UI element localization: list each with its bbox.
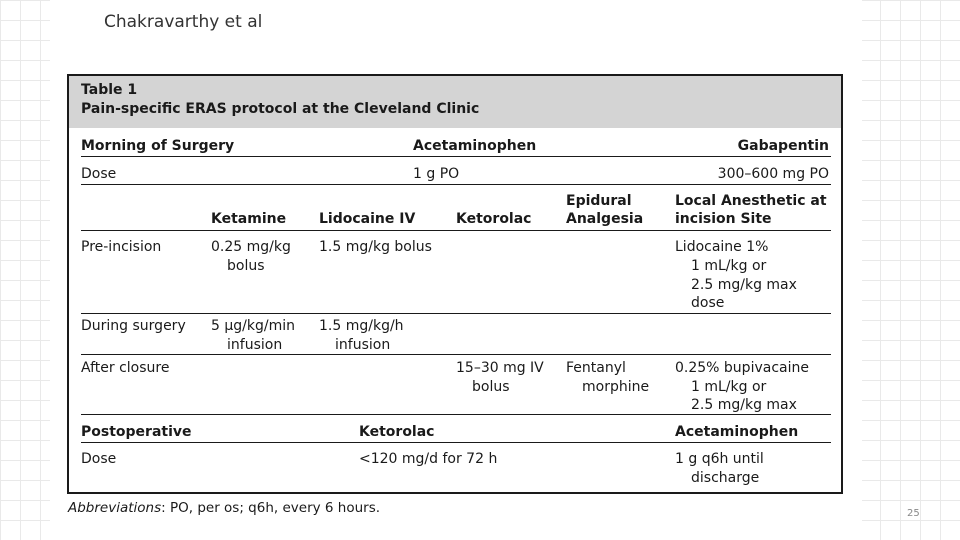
after-closure-local-line2: 1 mL/kg or <box>691 379 767 395</box>
acetaminophen-dose: 1 g PO <box>413 166 460 182</box>
postoperative-header: Postoperative <box>81 424 192 440</box>
postop-ketorolac-header: Ketorolac <box>359 424 435 440</box>
row-label-pre-incision: Pre-incision <box>81 239 162 255</box>
morning-dose-label: Dose <box>81 166 117 182</box>
after-closure-epidural-line1: Fentanyl <box>566 360 626 376</box>
page-number: 25 <box>907 508 920 519</box>
postop-dose-label: Dose <box>81 451 117 467</box>
during-surgery-lidocaine-line2: infusion <box>335 337 391 353</box>
gabapentin-dose: 300–600 mg PO <box>717 166 829 182</box>
ketamine-header: Ketamine <box>211 211 287 227</box>
postop-acetaminophen-header: Acetaminophen <box>675 424 799 440</box>
row-label-during-surgery: During surgery <box>81 318 186 334</box>
acetaminophen-header: Acetaminophen <box>413 138 537 154</box>
table-title: Pain-specific ERAS protocol at the Cleveland Clinic <box>81 101 480 117</box>
postop-ketorolac-dose: <120 mg/d for 72 h <box>359 451 498 467</box>
morning-of-surgery-header: Morning of Surgery <box>81 138 235 154</box>
postop-acetaminophen-dose-line2: discharge <box>691 470 760 486</box>
pre-incision-local-line1: Lidocaine 1% <box>675 239 769 255</box>
table-label: Table 1 <box>81 82 138 98</box>
rule-pre-incision <box>81 313 831 314</box>
ketorolac-header: Ketorolac <box>456 211 532 227</box>
epidural-header-line2: Analgesia <box>566 211 644 227</box>
rule-after-closure <box>81 414 831 415</box>
pre-incision-local-line3: 2.5 mg/kg max <box>691 277 797 293</box>
after-closure-ketorolac-line1: 15–30 mg IV <box>456 360 544 376</box>
postop-acetaminophen-dose-line1: 1 g q6h until <box>675 451 764 467</box>
abbreviations-label: Abbreviations <box>68 500 162 516</box>
during-surgery-ketamine-line1: 5 μg/kg/min <box>211 318 295 334</box>
pre-incision-local-line4: dose <box>691 295 725 311</box>
epidural-header-line1: Epidural <box>566 193 632 209</box>
rule-morning-dose <box>81 184 831 185</box>
local-anesthetic-header-line1: Local Anesthetic at <box>675 193 827 209</box>
local-anesthetic-header-line2: incision Site <box>675 211 772 227</box>
rule-columns <box>81 230 831 231</box>
protocol-table <box>67 74 843 494</box>
pre-incision-ketamine-line1: 0.25 mg/kg <box>211 239 291 255</box>
after-closure-local-line1: 0.25% bupivacaine <box>675 360 809 376</box>
table-title-band <box>69 76 841 128</box>
lidocaine-iv-header: Lidocaine IV <box>319 211 416 227</box>
after-closure-local-line3: 2.5 mg/kg max <box>691 397 797 413</box>
pre-incision-lidocaine: 1.5 mg/kg bolus <box>319 239 432 255</box>
abbreviations-footnote <box>68 500 380 516</box>
row-label-after-closure: After closure <box>81 360 170 376</box>
pre-incision-local-line2: 1 mL/kg or <box>691 258 767 274</box>
pre-incision-ketamine-line2: bolus <box>227 258 265 274</box>
rule-during-surgery <box>81 354 831 355</box>
during-surgery-ketamine-line2: infusion <box>227 337 283 353</box>
after-closure-epidural-line2: morphine <box>582 379 650 395</box>
after-closure-ketorolac-line2: bolus <box>472 379 510 395</box>
gabapentin-header: Gabapentin <box>737 138 829 154</box>
rule-morning-header <box>81 156 831 157</box>
abbreviations-text: : PO, per os; q6h, every 6 hours. <box>161 500 381 516</box>
during-surgery-lidocaine-line1: 1.5 mg/kg/h <box>319 318 404 334</box>
rule-postoperative-header <box>81 442 831 443</box>
author-heading: Chakravarthy et al <box>104 12 263 32</box>
